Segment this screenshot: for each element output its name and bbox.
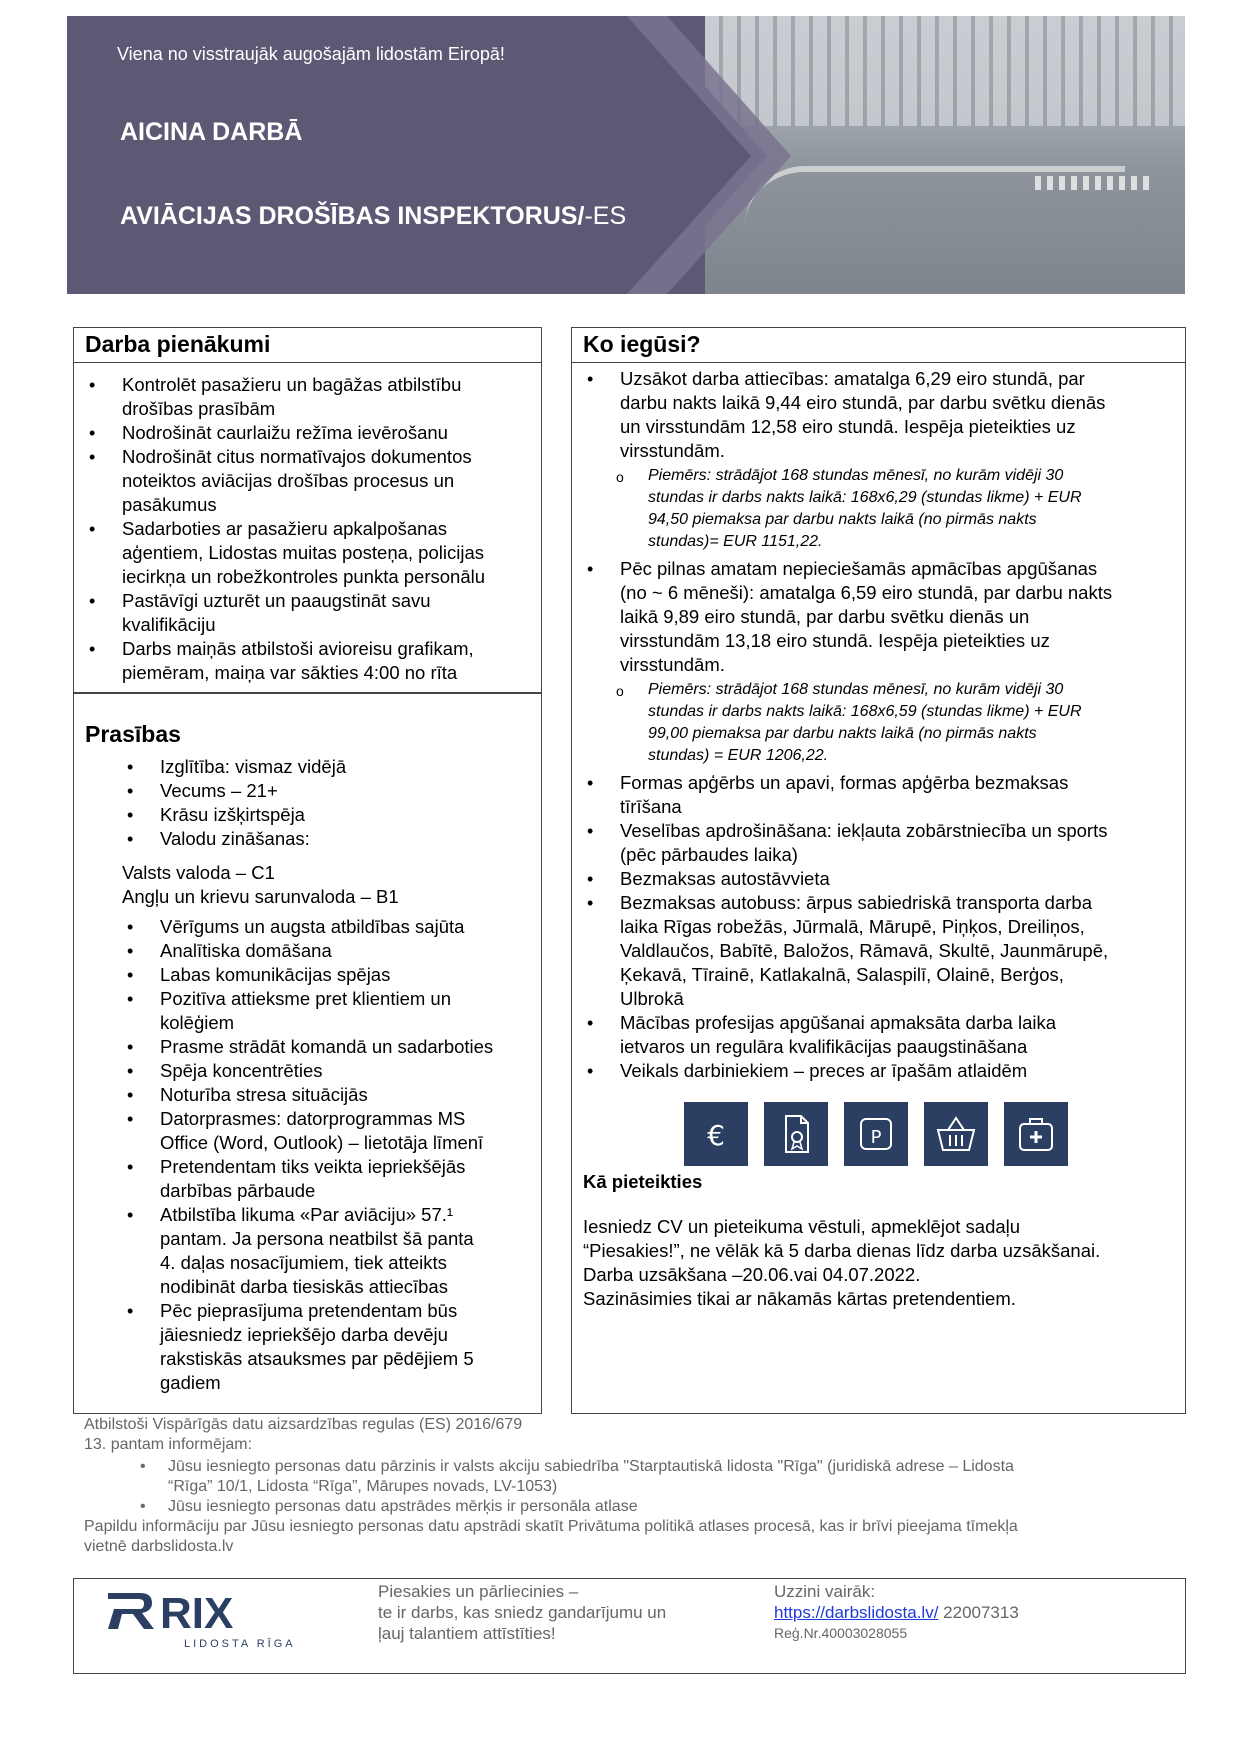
rix-logo: [104, 1589, 304, 1650]
footer-slogan: [378, 1581, 666, 1644]
requirement-item-line: • Labas komunikācijas spējas: [160, 964, 391, 985]
duty-item-line: aģentiem, Lidostas muitas posteņa, policijas: [122, 542, 484, 563]
gdpr-bullets: • Jūsu iesniegto personas datu pārzinis ir valsts akciju sabiedrība "Starptautiskā lidosta "Rīga" (juridiskā adrese – Lidosta “Rīga” 10/1, Lidosta “Rīga”, Mārupes novads, LV-1053) • Jūsu iesniegto personas datu apstrādes mērķis ir personāla atlase: [168, 1457, 1184, 1517]
requirement-item: [160, 963, 493, 987]
requirement-item: [160, 1083, 493, 1107]
requirement-item-line: • Noturība stresa situācijās: [160, 1084, 368, 1105]
benefit-salary-trained-line: virsstundām 13,18 eiro stundā. Iespēja pieteikties uz: [620, 630, 1050, 651]
duty-item-line: • Nodrošināt caurlaižu režīma ievērošanu: [122, 422, 448, 443]
benefit-item-line: tīrīšana: [620, 796, 682, 817]
gdpr-notice: [84, 1415, 1184, 1557]
gdpr-purpose: Jūsu iesniegto personas datu apstrādes mērķis ir personāla atlase: [168, 1498, 638, 1515]
benefit-item-line: • Bezmaksas autobuss: ārpus sabiedriskā transporta darba: [620, 892, 1093, 913]
duty-item-line: drošības prasībām: [122, 398, 276, 419]
benefit-item: [620, 771, 1112, 819]
benefit-item-line: • Formas apģērbs un apavi, formas apģērba bezmaksas: [620, 772, 1069, 793]
requirement-item-line: • Spēja koncentrēties: [160, 1060, 323, 1081]
duty-item-line: noteiktos aviācijas drošības procesus un: [122, 470, 455, 491]
benefit-example-trained-line: stundas) = EUR 1206,22.: [648, 747, 829, 764]
benefit-salary-start-line: virsstundām.: [620, 440, 725, 461]
footer-contacts: [774, 1581, 1019, 1643]
benefit-item-line: • Veselības apdrošināšana: iekļauta zobārstniecība un sports: [620, 820, 1108, 841]
requirement-item-line: • Pretendentam tiks veikta iepriekšējās: [160, 1156, 466, 1177]
duty-item-line: • Pastāvīgi uzturēt un paaugstināt savu: [122, 590, 431, 611]
duty-item-line: kvalifikāciju: [122, 614, 216, 635]
requirement-item-line: Office (Word, Outlook) – lietotāja līmenī: [160, 1132, 484, 1153]
benefit-example-trained-line: o Piemērs: strādājot 168 stundas mēnesī, no kurām vidēji 30: [648, 681, 1064, 698]
basket-icon: [924, 1102, 988, 1166]
requirement-item-line: • Prasme strādāt komandā un sadarboties: [160, 1036, 494, 1057]
requirement-item: [160, 915, 493, 939]
duties-box: [73, 362, 542, 694]
language-foreign: Angļu un krievu sarunvaloda – B1: [122, 886, 399, 907]
phone-number: 22007313: [943, 1603, 1019, 1622]
requirements-box: [73, 692, 542, 1414]
benefit-salary-start: [620, 367, 1112, 463]
duty-item: [122, 589, 485, 637]
requirement-item: [160, 1203, 493, 1299]
banner-tagline: Viena no visstraujāk augošajām lidostām Eiropā!: [117, 44, 505, 64]
benefit-salary-start-line: darbu nakts laikā 9,44 eiro stundā, par darbu svētku dienās: [620, 392, 1106, 413]
duty-item: [122, 421, 485, 445]
requirement-item-line: • Datorprasmes: datorprogrammas MS: [160, 1108, 466, 1129]
benefits-title: Ko iegūsi?: [583, 331, 701, 357]
requirement-item: • Valodu zināšanas:: [160, 827, 346, 851]
benefit-item-line: Valdlaučos, Babītē, Baložos, Rāmavā, Skultē, Jaunmārupē,: [620, 940, 1109, 961]
parking-icon: [844, 1102, 908, 1166]
slogan-line: te ir darbs, kas sniedz gandarījumu un: [378, 1603, 667, 1622]
header-banner: [67, 16, 1185, 294]
requirement-item: [160, 1107, 493, 1155]
benefit-salary-trained-line: (no ~ 6 mēneši): amatalga 6,59 eiro stundā, par darbu nakts: [620, 582, 1113, 603]
more-info-label: Uzzini vairāk:: [774, 1582, 876, 1601]
logo-subtitle: LIDOSTA RĪGA: [184, 1638, 296, 1650]
apply-text: [583, 1215, 1100, 1311]
medical-icon: [1004, 1102, 1068, 1166]
benefits-title-box: [571, 327, 1186, 363]
apply-line: Sazināsimies tikai ar nākamās kārtas pretendentiem.: [583, 1288, 1016, 1309]
benefit-salary-trained-line: laikā 9,89 eiro stundā, par darbu svētku dienās un: [620, 606, 1030, 627]
benefit-item: [620, 867, 1112, 891]
benefit-salary-start-line: un virsstundām 12,58 eiro stundā. Iespēja pieteikties uz: [620, 416, 1076, 437]
requirement-item-line: • Analītiska domāšana: [160, 940, 332, 961]
svg-text:€: €: [707, 1119, 725, 1152]
svg-text:P: P: [870, 1127, 882, 1148]
duty-item-line: iecirkņa un robežkontroles punkta personālu: [122, 566, 486, 587]
euro-icon: [684, 1102, 748, 1166]
footer: [73, 1578, 1186, 1674]
gdpr-controller: Jūsu iesniegto personas datu pārzinis ir valsts akciju sabiedrība "Starptautiskā lidosta "Rīga" (juridiskā adrese – Lidosta: [168, 1458, 1014, 1475]
requirement-item-line: jāiesniedz iepriekšējo darba devēju: [160, 1324, 448, 1345]
apply-line: Iesniedz CV un pieteikuma vēstuli, apmeklējot sadaļu: [583, 1216, 1021, 1237]
benefit-item-line: (pēc pārbaudes laika): [620, 844, 798, 865]
requirement-item-line: • Pozitīva attieksme pret klientiem un: [160, 988, 451, 1009]
duty-item: [122, 373, 485, 421]
slogan-line: ļauj talantiem attīstīties!: [378, 1624, 556, 1643]
apply-line: “Piesakies!”, ne vēlāk kā 5 darba dienas līdz darba uzsākšanai.: [583, 1240, 1101, 1261]
language-levels: [122, 861, 399, 909]
gdpr-line-1: Atbilstoši Vispārīgās datu aizsardzības regulas (ES) 2016/679: [84, 1416, 523, 1433]
requirement-item-line: kolēģiem: [160, 1012, 235, 1033]
requirement-item: [160, 1059, 493, 1083]
duty-item-line: piemēram, maiņa var sākties 4:00 no rīta: [122, 662, 458, 683]
duty-item-line: • Nodrošināt citus normatīvajos dokumentos: [122, 446, 472, 467]
benefit-salary-trained: [620, 557, 1112, 677]
requirement-item-line: nodibināt darba tiesiskās attiecības: [160, 1276, 448, 1297]
registration-number: Reģ.Nr.40003028055: [774, 1625, 908, 1641]
benefit-item: [620, 1011, 1112, 1059]
benefit-example-start-line: stundas ir darbs nakts laikā: 168x6,29 (stundas likme) + EUR: [648, 489, 1082, 506]
gdpr-line-4: vietnē darbslidosta.lv: [84, 1538, 234, 1555]
duties-title-box: [73, 327, 542, 363]
duties-title: Darba pienākumi: [85, 331, 271, 357]
benefit-item: [620, 819, 1112, 867]
requirement-item: [160, 1155, 493, 1203]
benefit-salary-start-line: • Uzsākot darba attiecības: amatalga 6,29 eiro stundā, par: [620, 368, 1085, 389]
benefit-salary-trained-line: virsstundām.: [620, 654, 725, 675]
benefit-example-start-line: stundas)= EUR 1151,22.: [648, 533, 823, 550]
duty-item-line: • Kontrolēt pasažieru un bagāžas atbilstību: [122, 374, 462, 395]
duty-item: [122, 517, 485, 589]
requirement-item-line: • Atbilstība likuma «Par aviāciju» 57.¹: [160, 1204, 454, 1225]
benefit-item-line: ietvaros un regulāra kvalifikācijas paaugstināšana: [620, 1036, 1028, 1057]
benefit-item-line: laika Rīgas robežās, Jūrmalā, Mārupē, Piņķos, Dreiliņos,: [620, 916, 1085, 937]
benefit-example-trained-line: 99,00 piemaksa par darbu nakts laikā (no pirmās nakts: [648, 725, 1037, 742]
requirement-item-line: pantam. Ja persona neatbilst šā panta: [160, 1228, 474, 1249]
benefit-item-line: • Bezmaksas autostāvvieta: [620, 868, 830, 889]
requirement-item-line: darbības pārbaude: [160, 1180, 316, 1201]
duty-item-line: • Darbs maiņās atbilstoši avioreisu grafikam,: [122, 638, 474, 659]
duty-item: [122, 445, 485, 517]
benefit-example-start: [648, 465, 1112, 553]
slogan-line: Piesakies un pārliecinies –: [378, 1582, 579, 1601]
benefit-item: [620, 891, 1112, 1011]
benefits-list: [620, 367, 1112, 1083]
apply-title: Kā pieteikties: [583, 1171, 703, 1192]
gdpr-line-3: Papildu informāciju par Jūsu iesniegto personas datu apstrādi skatīt Privātuma politikā atlases procesā, kas ir brīvi pieejama tīmekļa: [84, 1518, 1018, 1535]
requirement-item-line: gadiem: [160, 1372, 221, 1393]
banner-invite: AICINA DARBĀ: [120, 118, 303, 146]
requirement-item: [160, 1035, 493, 1059]
benefit-item-line: • Mācības profesijas apgūšanai apmaksāta darba laika: [620, 1012, 1057, 1033]
requirement-item-line: • Pēc pieprasījuma pretendentam būs: [160, 1300, 458, 1321]
apply-line: Darba uzsākšana –20.06.vai 04.07.2022.: [583, 1264, 921, 1285]
duty-item-line: • Sadarboties ar pasažieru apkalpošanas: [122, 518, 447, 539]
benefit-example-start-line: o Piemērs: strādājot 168 stundas mēnesī, no kurām vidēji 30: [648, 467, 1064, 484]
language-state: Valsts valoda – C1: [122, 862, 275, 883]
benefit-item-line: Ulbrokā: [620, 988, 684, 1009]
benefit-item-line: Ķekavā, Tīrainē, Katlakalnā, Salaspilī, Olainē, Berģos,: [620, 964, 1064, 985]
gdpr-line-2: 13. pantam informējam:: [84, 1436, 253, 1453]
careers-link[interactable]: https://darbslidosta.lv/: [774, 1603, 939, 1622]
requirement-item: • Vecums – 21+: [160, 779, 346, 803]
requirements-list-a: [160, 755, 346, 851]
requirement-item: [160, 1299, 493, 1395]
requirements-list-b: [160, 915, 493, 1395]
requirements-title: Prasības: [85, 721, 181, 747]
duties-list: [122, 373, 485, 685]
requirement-item: • Izglītība: vismaz vidējā: [160, 755, 346, 779]
requirement-item-line: 4. daļas nosacījumiem, tiek atteikts: [160, 1252, 447, 1273]
duty-item-line: pasākumus: [122, 494, 217, 515]
requirement-item: • Krāsu izšķirtspēja: [160, 803, 346, 827]
document-icon: [764, 1102, 828, 1166]
benefit-item: [620, 1059, 1112, 1083]
benefit-example-trained: [648, 679, 1112, 767]
requirement-item: [160, 987, 493, 1035]
requirement-item-line: rakstiskās atsauksmes par pēdējiem 5: [160, 1348, 474, 1369]
benefit-example-trained-line: stundas ir darbs nakts laikā: 168x6,59 (stundas likme) + EUR: [648, 703, 1082, 720]
benefit-salary-trained-line: • Pēc pilnas amatam nepieciešamās apmācības apgūšanas: [620, 558, 1098, 579]
duty-item: [122, 637, 485, 685]
gdpr-controller-address: “Rīga” 10/1, Lidosta “Rīga”, Mārupes novads, LV-1053): [168, 1478, 558, 1495]
svg-text:RIX: RIX: [160, 1589, 234, 1631]
benefits-box: [571, 362, 1186, 1414]
benefit-example-start-line: 94,50 piemaksa par darbu nakts laikā (no pirmās nakts: [648, 511, 1037, 528]
banner-position: AVIĀCIJAS DROŠĪBAS INSPEKTORUS/-ES: [120, 202, 627, 230]
requirement-item: [160, 939, 493, 963]
requirement-item-line: • Vērīgums un augsta atbildības sajūta: [160, 916, 465, 937]
benefit-item-line: • Veikals darbiniekiem – preces ar īpašām atlaidēm: [620, 1060, 1028, 1081]
